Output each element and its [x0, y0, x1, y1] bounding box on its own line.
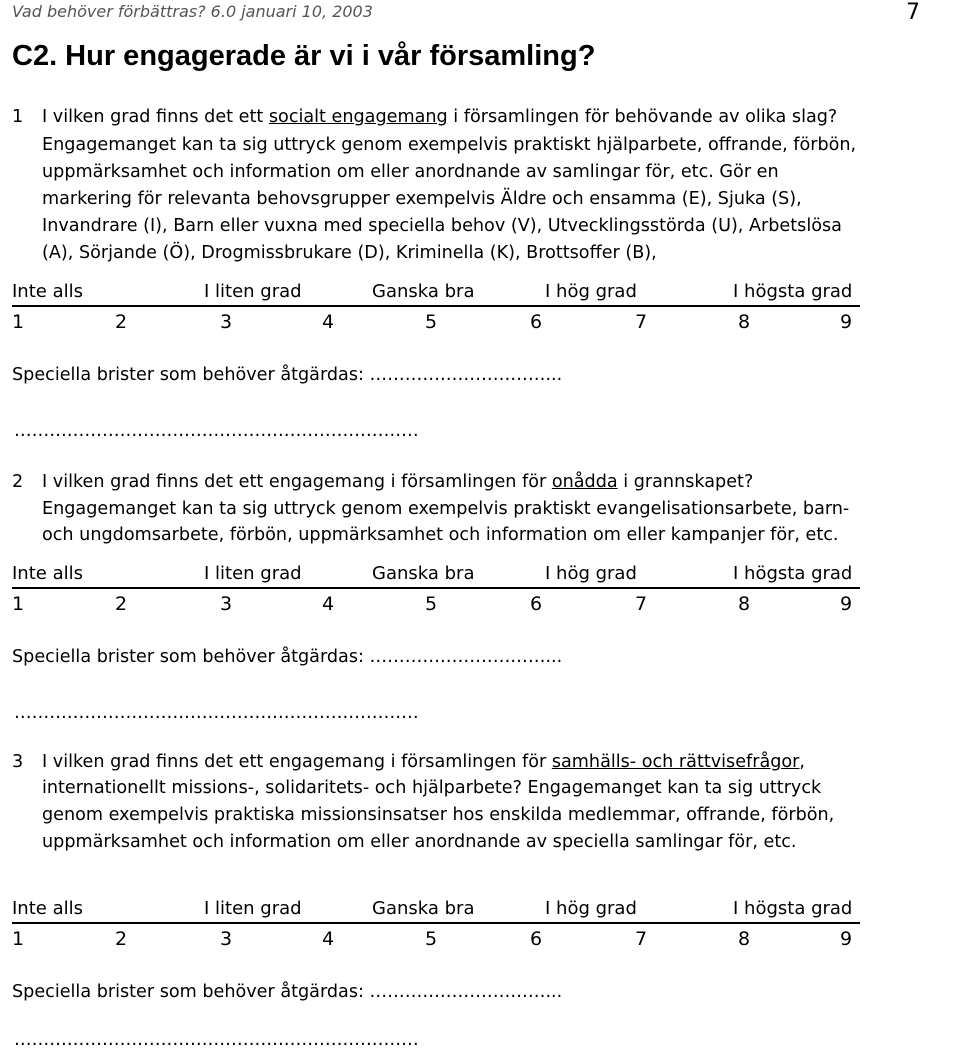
scale-number[interactable]: 2	[115, 311, 128, 333]
question-2-text: och ungdomsarbete, förbön, uppmärksamhet och information om eller kampanjer för, etc.	[42, 525, 839, 545]
scale-number[interactable]: 1	[12, 593, 25, 615]
scale-label: I liten grad	[204, 281, 302, 302]
scale-number[interactable]: 6	[530, 928, 543, 950]
brister-label: Speciella brister som behöver åtgärdas:	[12, 982, 370, 1002]
scale-number[interactable]: 3	[220, 593, 233, 615]
scale-number[interactable]: 8	[738, 928, 751, 950]
scale-number[interactable]: 9	[840, 593, 853, 615]
scale-number[interactable]: 5	[425, 311, 438, 333]
fill-in-dots[interactable]: ……………………………………………………………	[14, 1030, 419, 1050]
underlined-term: socialt engagemang	[268, 107, 448, 127]
scale-label: Ganska bra	[372, 898, 475, 919]
scale-number[interactable]: 3	[220, 928, 233, 950]
question-1-text: uppmärksamhet och information om eller anordnande av samlingar för, etc. Gör en	[42, 162, 779, 182]
scale-label: I högsta grad	[733, 563, 853, 584]
brister-line	[12, 647, 562, 667]
scale-label: Ganska bra	[372, 563, 475, 584]
scale-divider	[12, 922, 860, 924]
question-3-text: uppmärksamhet och information om eller anordnande av speciella samlingar för, etc.	[42, 832, 797, 852]
scale-label: I högsta grad	[733, 281, 853, 302]
scale-number[interactable]: 8	[738, 311, 751, 333]
question-1-text: Engagemanget kan ta sig uttryck genom exempelvis praktiskt hjälparbete, offrande, förbön,	[42, 135, 857, 155]
scale-number[interactable]: 7	[635, 311, 648, 333]
brister-line	[12, 365, 562, 385]
scale-number[interactable]: 2	[115, 593, 128, 615]
scale-label: I hög grad	[545, 563, 637, 584]
underlined-term: onådda	[551, 472, 618, 492]
scale-number[interactable]: 9	[840, 311, 853, 333]
scale-number[interactable]: 8	[738, 593, 751, 615]
page-number: 7	[906, 0, 920, 25]
scale-number[interactable]: 2	[115, 928, 128, 950]
question-2-heading: 2 I vilken grad finns det ett engagemang i församlingen för onådda i grannskapet?	[12, 472, 754, 492]
section-title: C2. Hur engagerade är vi i vår församling?	[12, 40, 596, 72]
scale-number[interactable]: 4	[322, 593, 335, 615]
scale-number[interactable]: 1	[12, 928, 25, 950]
brister-line	[12, 982, 562, 1002]
question-3-text: genom exempelvis praktiska missionsinsatser hos enskilda medlemmar, offrande, förbön,	[42, 805, 835, 825]
scale-number[interactable]: 5	[425, 593, 438, 615]
fill-in-dots[interactable]: …………………………...	[369, 647, 563, 667]
question-2-text: Engagemanget kan ta sig uttryck genom exempelvis praktiskt evangelisationsarbete, barn-	[42, 499, 850, 519]
page-header: Vad behöver förbättras? 6.0 januari 10, 2003	[12, 2, 373, 21]
scale-number[interactable]: 1	[12, 311, 25, 333]
scale-label: I hög grad	[545, 898, 637, 919]
scale-divider	[12, 587, 860, 589]
scale-label: I högsta grad	[733, 898, 853, 919]
brister-label: Speciella brister som behöver åtgärdas:	[12, 647, 370, 667]
scale-label: Inte alls	[12, 563, 83, 584]
scale-number[interactable]: 4	[322, 928, 335, 950]
question-number: 1	[12, 107, 24, 127]
brister-label: Speciella brister som behöver åtgärdas:	[12, 365, 370, 385]
scale-number[interactable]: 4	[322, 311, 335, 333]
question-1-text: Invandrare (I), Barn eller vuxna med speciella behov (V), Utvecklingsstörda (U), Arbetslösa	[42, 216, 842, 236]
fill-in-dots[interactable]: ……………………………………………………………	[14, 421, 419, 441]
scale-label: Inte alls	[12, 898, 83, 919]
question-number: 3	[12, 752, 24, 772]
underlined-term: samhälls- och rättvisefrågor	[551, 752, 800, 772]
scale-number[interactable]: 5	[425, 928, 438, 950]
scale-number[interactable]: 7	[635, 928, 648, 950]
fill-in-dots[interactable]: …………………………...	[369, 365, 563, 385]
scale-label: Ganska bra	[372, 281, 475, 302]
scale-label: I liten grad	[204, 898, 302, 919]
question-1-text: markering för relevanta behovsgrupper exempelvis Äldre och ensamma (E), Sjuka (S),	[42, 189, 802, 209]
scale-divider	[12, 305, 860, 307]
question-number: 2	[12, 472, 24, 492]
scale-label: I liten grad	[204, 563, 302, 584]
question-3-heading: 3 I vilken grad finns det ett engagemang i församlingen för samhälls- och rättvisefrågor,	[12, 752, 805, 772]
scale-number[interactable]: 7	[635, 593, 648, 615]
question-1-heading: 1 I vilken grad finns det ett socialt engagemang i församlingen för behövande av olika slag?	[12, 107, 838, 127]
scale-number[interactable]: 3	[220, 311, 233, 333]
scale-number[interactable]: 6	[530, 593, 543, 615]
fill-in-dots[interactable]: …………………………...	[369, 982, 563, 1002]
fill-in-dots[interactable]: ……………………………………………………………	[14, 703, 419, 723]
scale-number[interactable]: 6	[530, 311, 543, 333]
scale-label: Inte alls	[12, 281, 83, 302]
scale-label: I hög grad	[545, 281, 637, 302]
question-3-text: internationellt missions-, solidaritets- och hjälparbete? Engagemanget kan ta sig uttryck	[42, 778, 822, 798]
scale-number[interactable]: 9	[840, 928, 853, 950]
question-1-text: (A), Sörjande (Ö), Drogmissbrukare (D), Kriminella (K), Brottsoffer (B),	[42, 243, 657, 263]
